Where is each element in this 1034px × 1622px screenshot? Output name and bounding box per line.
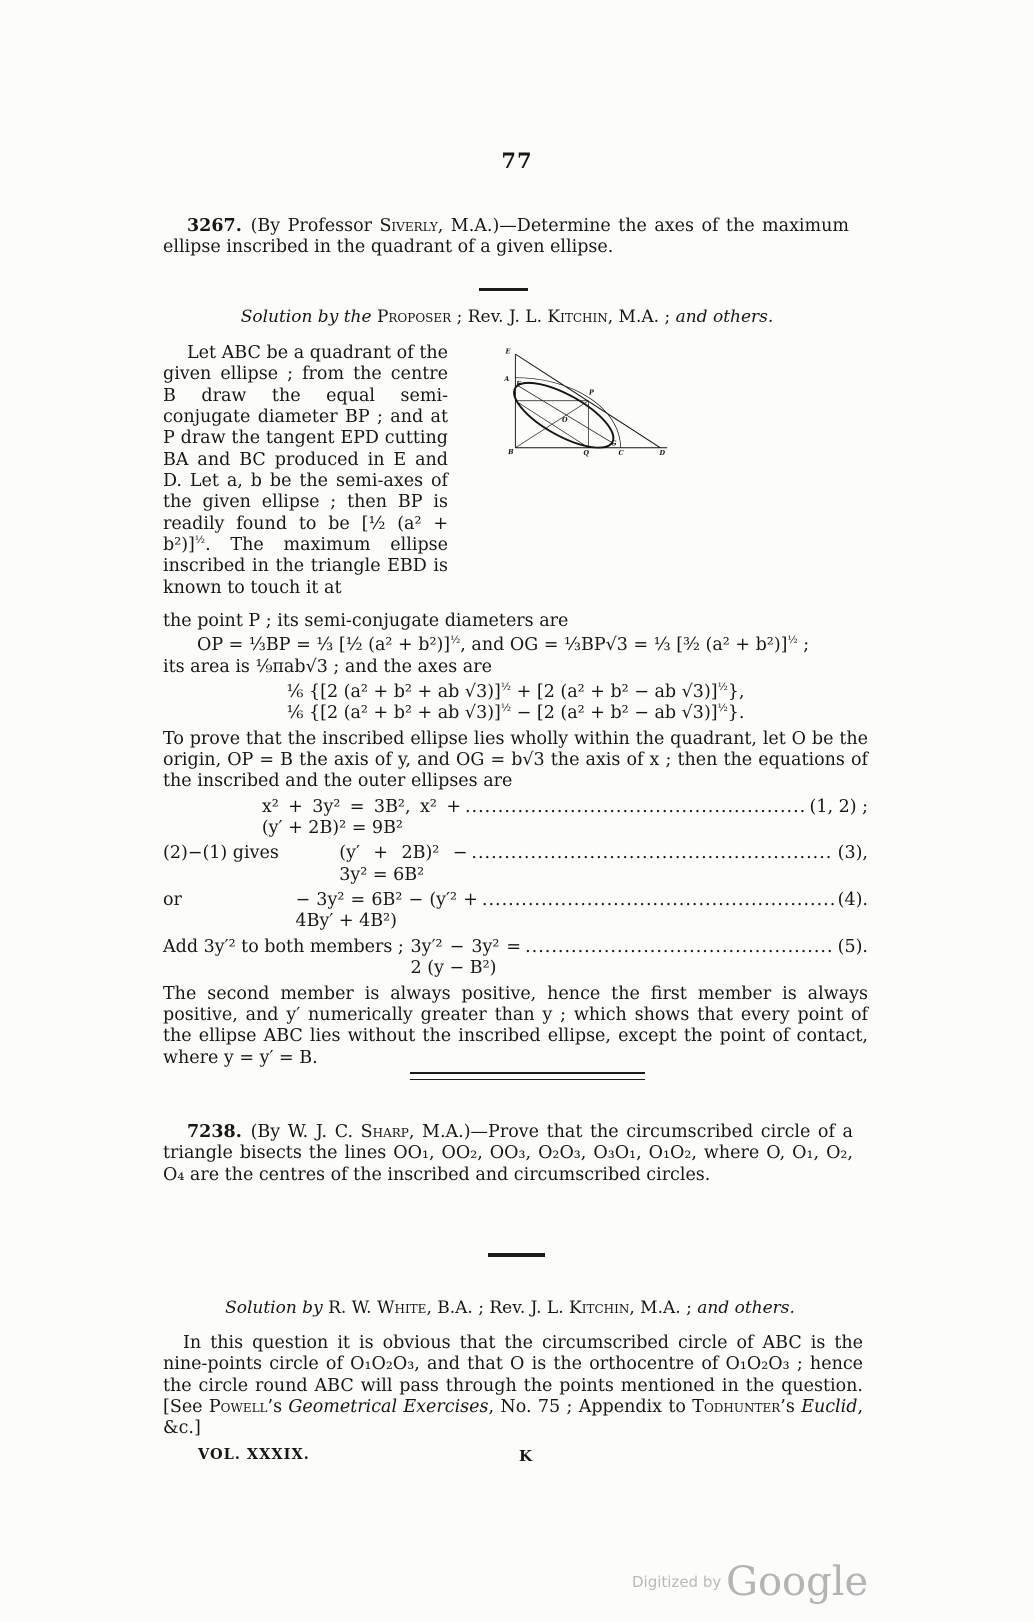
figure-label-A: A [504,375,510,384]
equation-diameters: OP = ⅓BP = ⅓ [½ (a² + b²)]$^{\frac{1}{2}}$, and OG = ⅓BP√3 = ⅓ [³⁄₂ (a² + b²)]$^{\frac{1}{2}}$ ; [197,634,810,656]
figure-label-C: C [618,449,624,458]
section-rule [479,288,528,291]
and-others-label: and others. [675,307,774,327]
dot-leader [482,890,834,911]
powell-name: Powell [208,1397,268,1418]
possessive: ’s [780,1397,802,1418]
equation-4-label: or [163,890,182,911]
solution-1-closing: The second member is always positive, hence the first member is always positive, and y′ numerically greater than y ; which shows that every point of the ellipse ABC lies without the inscribed ellipse, except the point of contact, where y = y′ = B. [163,983,868,1068]
white-name: White [377,1298,427,1318]
solution-2-text: In this question it is obvious that the circumscribed circle of ABC is the nine-points circle of O₁O₂O₃, and that O is the orthocentre of O₁O₂O₃ ; hence the circle round ABC will pass through the points mentioned in the question. [See [163,1333,863,1418]
equation-row-1-2 [163,797,868,840]
digitized-by-label: Digitized by [632,1573,727,1591]
and-others-label: and others. [697,1298,795,1318]
volume-label: VOL. XXXIX. [198,1446,310,1463]
todhunter-name: Todhunter [692,1397,781,1418]
solver-initials: R. W. [328,1298,377,1318]
figure-label-E: E [505,347,511,356]
section-rule [488,1253,545,1257]
figure-label-O: O [562,416,568,425]
kitchin-name: Kitchin [569,1298,630,1318]
equation-5-number: (5). [837,936,868,957]
dot-leader [471,843,833,864]
equation-3-number: (3), [837,843,868,864]
figure-label-Q: Q [583,449,589,458]
signature-mark: K [519,1447,533,1465]
dot-leader [525,937,834,958]
axes-equation-1: ⅙ {[2 (a² + b² + ab √3)]$^{\frac{1}{2}}$ + [2 (a² + b² − ab √3)]$^{\frac{1}{2}}$}, [286,681,745,703]
ellipse-quadrant-diagram [488,343,905,606]
axes-equation-2: ⅙ {[2 (a² + b² + ab √3)]$^{\frac{1}{2}}$ − [2 (a² + b² − ab √3)]$^{\frac{1}{2}}$}. [286,702,745,724]
figure-label-P: P [588,388,594,397]
equation-4: − 3y² = 6B² − (y′² + 4By′ + 4B²) [295,890,478,932]
double-rule-separator [410,1072,645,1080]
page-number: 77 [501,148,533,173]
solver-credentials: , M.A. ; [629,1298,698,1318]
solution-2-body [163,1333,863,1440]
proposer-name: Proposer [376,307,452,327]
kitchin-name: Kitchin [547,307,608,327]
figure-label-G: G [611,439,617,448]
problem-7238-number: 7238. [187,1122,242,1142]
digitization-watermark [632,1559,869,1605]
solver-credentials: , M.A. ; [607,307,676,327]
solver-separator: , B.A. ; Rev. J. L. [426,1298,570,1318]
possessive: ’s [267,1397,289,1418]
problem-3267-number: 3267. [187,216,242,236]
solver-separator: ; Rev. J. L. [451,307,548,327]
equation-3: (y′ + 2B)² − 3y² = 6B² [339,843,468,885]
google-logo: Google [726,1559,869,1605]
problem-7238-author: Sharp [360,1122,409,1142]
problem-3267 [163,216,849,259]
solution-by-label: Solution by [225,1298,329,1318]
solution-1-paragraph-1-cont: the point P ; its semi-conjugate diameters are [163,611,569,631]
equation-1-2-number: (1, 2) ; [809,796,869,817]
geometry-figure [448,343,868,611]
problem-7238-text: , M.A.)—Prove that the circumscribed circle of a triangle bisects the lines OO₁, OO₂, OO₃, O₂O₃, O₃O₁, O₁O₂, where O, O₁, O₂, O₄ are the centres of the inscribed and circumscribed circles. [163,1122,853,1185]
reference-middle: , No. 75 ; Appendix to [488,1397,693,1418]
equation-5: 3y′² − 3y² = 2 (y − B²) [410,936,522,979]
problem-3267-author: Siverly [379,216,438,236]
prove-paragraph: To prove that the inscribed ellipse lies wholly within the quadrant, let O be the origin, OP = B the axis of y, and OG = b√3 the axis of x ; then the equations of the inscribed and the outer ellipses are [163,728,868,792]
solution-1-heading [0,307,1014,328]
equation-5-label: Add 3y′² to both members ; [163,936,404,957]
euclid-title: Euclid [801,1397,858,1418]
problem-3267-by: (By Professor [241,216,380,236]
reference-end: , &c.] [163,1397,864,1439]
equation-4-number: (4). [837,890,868,911]
geometrical-exercises-title: Geometrical Exercises [288,1397,489,1418]
problem-3267-text: , M.A.)—Determine the axes of the maximum ellipse inscribed in the quadrant of a given ellipse. [163,216,849,258]
equation-row-4 [163,890,868,933]
solution-2-heading [0,1298,1020,1319]
solution-1-paragraph-1: Let ABC be a quadrant of the given ellipse ; from the centre B draw the equal semi-conjugate diameter BP ; and at P draw the tangent EPD cutting BA and BC produced in E and D. Let a, b be the semi-axes of the given ellipse ; then BP is readily found to be [½ (a² + b²)]$^{\frac{1}{2}}$. The maximum ellipse inscribed in the triangle EBD is known to touch it at [163,343,448,598]
dot-leader [465,797,806,818]
area-line: its area is ⅑πab√3 ; and the axes are [163,656,492,677]
figure-label-B: B [508,448,514,457]
equation-row-3 [163,843,868,886]
axes-equations [163,682,868,725]
equation-3-label: (2)−(1) gives [163,843,279,864]
equation-row-5 [163,937,868,980]
problem-7238 [163,1122,853,1186]
solution-1-body [163,343,868,1069]
figure-label-D: D [659,449,666,458]
inscribed-ellipse [505,370,622,460]
figure-label-F: F [516,380,521,389]
problem-7238-by: (By W. J. C. [241,1122,361,1142]
solution-by-label: Solution by the [240,307,377,327]
equation-1-2: x² + 3y² = 3B², x² + (y′ + 2B)² = 9B² [261,796,461,839]
